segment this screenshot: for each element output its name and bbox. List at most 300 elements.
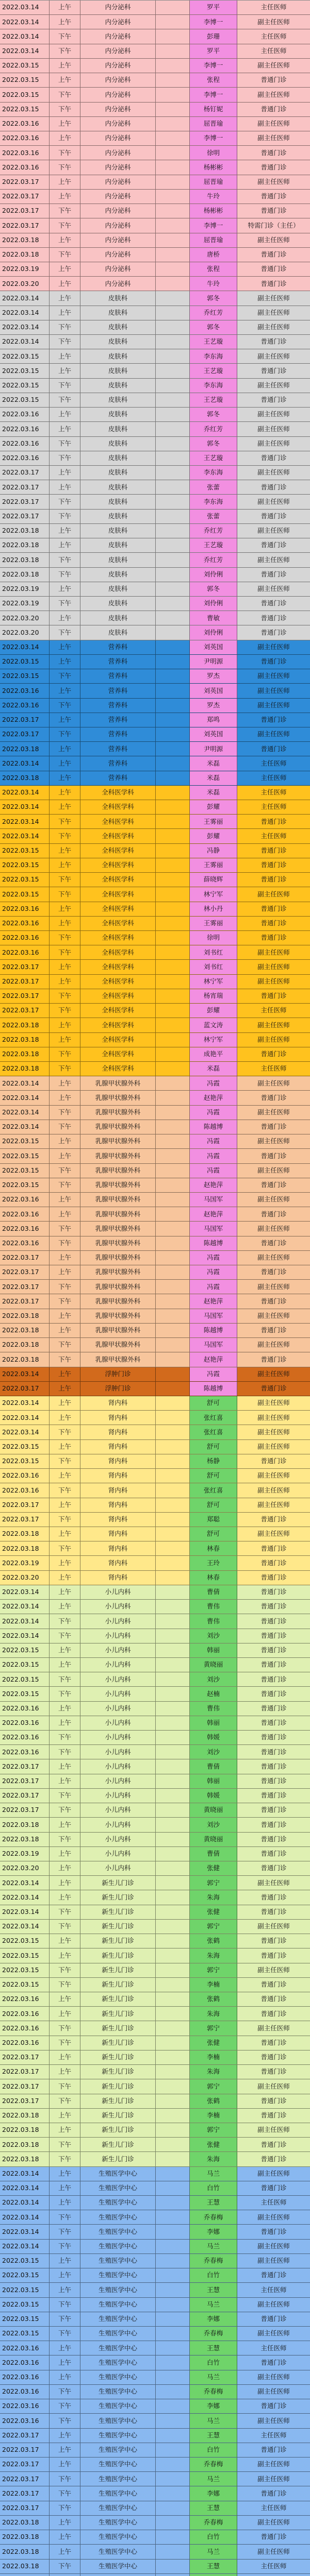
title-cell: 普通门诊 xyxy=(260,846,287,855)
department-cell: 内分泌科 xyxy=(80,117,156,131)
session-cell: 下午 xyxy=(50,1047,80,1061)
table-row xyxy=(0,684,310,698)
title-cell: 普通门诊 xyxy=(260,1573,287,1581)
department-cell: 新生儿门诊 xyxy=(80,1963,156,1977)
date-cell: 2022.03.14 xyxy=(0,1425,50,1439)
title-cell: 副主任医师 xyxy=(257,2169,290,2177)
date-cell: 2022.03.18 xyxy=(0,1338,50,1352)
table-row xyxy=(0,2254,310,2268)
date-cell: 2022.03.18 xyxy=(0,2560,50,2573)
title-cell: 普通门诊 xyxy=(260,483,287,491)
title-cell: 副主任医师 xyxy=(257,701,290,709)
department-cell: 营养科 xyxy=(80,684,156,698)
department-cell: 浮肿门诊 xyxy=(80,1382,156,1396)
title-cell: 副主任医师 xyxy=(257,308,290,316)
table-row xyxy=(0,1513,310,1527)
doctor-cell: 张程 xyxy=(190,262,237,276)
table-row xyxy=(0,1149,310,1163)
title-cell: 副主任医师 xyxy=(257,1079,290,1087)
blank-cell xyxy=(156,669,190,683)
session-cell: 上午 xyxy=(50,756,80,770)
session-cell: 下午 xyxy=(50,945,80,959)
title-cell: 普通门诊 xyxy=(260,2446,287,2454)
date-cell: 2022.03.15 xyxy=(0,1672,50,1686)
session-cell: 上午 xyxy=(50,2283,80,2297)
table-row xyxy=(0,1833,310,1847)
department-cell: 小儿内科 xyxy=(80,1629,156,1643)
title-cell: 普通门诊 xyxy=(260,105,287,113)
title-cell: 副主任医师 xyxy=(257,2416,290,2425)
table-row xyxy=(0,1236,310,1251)
blank-cell xyxy=(156,2501,190,2515)
department-cell: 新生儿门诊 xyxy=(80,2036,156,2050)
title-cell: 普通门诊 xyxy=(260,1864,287,1872)
date-cell: 2022.03.20 xyxy=(0,1861,50,1875)
title-cell: 普通门诊 xyxy=(260,1689,287,1698)
session-cell: 下午 xyxy=(50,146,80,160)
table-row xyxy=(0,975,310,989)
session-cell: 上午 xyxy=(50,1396,80,1410)
doctor-cell: 冯霞 xyxy=(190,1106,237,1120)
department-cell: 新生儿门诊 xyxy=(80,1978,156,1992)
department-cell: 内分泌科 xyxy=(80,1,156,14)
table-row xyxy=(0,2123,310,2138)
blank-cell xyxy=(156,1265,190,1279)
blank-cell xyxy=(156,160,190,174)
title-cell: 普通门诊 xyxy=(260,192,287,200)
doctor-cell: 马兰 xyxy=(190,2414,237,2428)
date-cell: 2022.03.17 xyxy=(0,2472,50,2486)
department-cell: 皮肤科 xyxy=(80,495,156,509)
department-cell: 新生儿门诊 xyxy=(80,1948,156,1962)
table-row xyxy=(0,1004,310,1018)
doctor-cell: 米磊 xyxy=(190,1062,237,1076)
title-cell: 副主任医师 xyxy=(257,730,290,738)
department-cell: 乳腺甲状腺外科 xyxy=(80,1338,156,1352)
session-cell: 上午 xyxy=(50,1643,80,1657)
department-cell: 小儿内科 xyxy=(80,1759,156,1773)
doctor-cell: 马兰 xyxy=(190,2240,237,2253)
date-cell: 2022.03.19 xyxy=(0,262,50,276)
doctor-cell: 李娜 xyxy=(190,2312,237,2326)
title-cell: 副主任医师 xyxy=(257,962,290,971)
doctor-cell: 张健 xyxy=(190,1861,237,1875)
session-cell: 上午 xyxy=(50,2458,80,2471)
date-cell: 2022.03.16 xyxy=(0,1469,50,1483)
department-cell: 营养科 xyxy=(80,756,156,770)
date-cell: 2022.03.18 xyxy=(0,2152,50,2166)
department-cell: 肾内科 xyxy=(80,1556,156,1570)
title-cell: 副主任医师 xyxy=(257,1282,290,1291)
department-cell: 生殖医学中心 xyxy=(80,2545,156,2558)
title-cell: 副主任医师 xyxy=(257,61,290,70)
session-cell: 下午 xyxy=(50,2079,80,2093)
blank-cell xyxy=(156,2094,190,2108)
table-row xyxy=(0,1178,310,1193)
department-cell: 皮肤科 xyxy=(80,466,156,480)
table-row xyxy=(0,669,310,684)
blank-cell xyxy=(156,1876,190,1890)
blank-cell xyxy=(156,190,190,204)
session-cell: 上午 xyxy=(50,917,80,930)
session-cell: 上午 xyxy=(50,1091,80,1105)
date-cell: 2022.03.17 xyxy=(0,713,50,727)
session-cell: 下午 xyxy=(50,437,80,451)
title-cell: 主任医师 xyxy=(260,773,287,782)
date-cell: 2022.03.15 xyxy=(0,1658,50,1672)
blank-cell xyxy=(156,1396,190,1410)
blank-cell xyxy=(156,917,190,930)
session-cell: 下午 xyxy=(50,218,80,232)
table-row xyxy=(0,1309,310,1324)
date-cell: 2022.03.15 xyxy=(0,1134,50,1148)
department-cell: 生殖医学中心 xyxy=(80,2355,156,2369)
blank-cell xyxy=(156,131,190,145)
blank-cell xyxy=(156,1411,190,1425)
title-cell: 副主任医师 xyxy=(257,977,290,986)
table-row xyxy=(0,538,310,553)
department-cell: 乳腺甲状腺外科 xyxy=(80,1352,156,1366)
doctor-cell: 冯霞 xyxy=(190,1265,237,1279)
session-cell: 下午 xyxy=(50,2036,80,2050)
date-cell: 2022.03.14 xyxy=(0,1120,50,1134)
session-cell: 下午 xyxy=(50,1454,80,1468)
title-cell: 副主任医师 xyxy=(257,410,290,418)
doctor-cell: 刘沙 xyxy=(190,1629,237,1643)
doctor-cell: 赵艳萍 xyxy=(190,1207,237,1221)
blank-cell xyxy=(156,306,190,320)
date-cell: 2022.03.17 xyxy=(0,989,50,1003)
title-cell: 普通门诊 xyxy=(260,2067,287,2076)
doctor-cell: 王雾丽 xyxy=(190,858,237,872)
table-row xyxy=(0,2486,310,2501)
date-cell: 2022.03.16 xyxy=(0,146,50,160)
session-cell: 上午 xyxy=(50,190,80,204)
table-row xyxy=(0,1498,310,1513)
blank-cell xyxy=(156,1382,190,1396)
title-cell: 普通门诊 xyxy=(260,279,287,287)
blank-cell xyxy=(156,320,190,334)
doctor-cell: 张健 xyxy=(190,2036,237,2050)
department-cell: 全科医学科 xyxy=(80,800,156,814)
title-cell: 普通门诊 xyxy=(260,2038,287,2046)
session-cell: 下午 xyxy=(50,379,80,393)
date-cell: 2022.03.17 xyxy=(0,975,50,989)
doctor-cell: 陈越博 xyxy=(190,1120,237,1134)
doctor-cell: 杨宵瑞 xyxy=(190,989,237,1003)
table-row xyxy=(0,1934,310,1948)
title-cell: 副主任医师 xyxy=(257,2126,290,2134)
title-cell: 普通门诊 xyxy=(260,2358,287,2366)
department-cell: 小儿内科 xyxy=(80,1658,156,1672)
title-cell: 普通门诊 xyxy=(260,599,287,607)
blank-cell xyxy=(156,611,190,625)
department-cell: 乳腺甲状腺外科 xyxy=(80,1309,156,1323)
blank-cell xyxy=(156,1643,190,1657)
doctor-cell: 米磊 xyxy=(190,756,237,770)
table-row xyxy=(0,466,310,480)
department-cell: 内分泌科 xyxy=(80,218,156,232)
session-cell: 上午 xyxy=(50,742,80,756)
session-cell: 下午 xyxy=(50,103,80,116)
date-cell: 2022.03.17 xyxy=(0,1803,50,1817)
title-cell: 普通门诊 xyxy=(260,1602,287,1611)
doctor-cell: 郭宁 xyxy=(190,2021,237,2035)
table-row xyxy=(0,553,310,567)
session-cell: 下午 xyxy=(50,88,80,101)
date-cell: 2022.03.17 xyxy=(0,2501,50,2515)
department-cell: 新生儿门诊 xyxy=(80,2123,156,2137)
table-row xyxy=(0,29,310,44)
date-cell: 2022.03.16 xyxy=(0,2007,50,2021)
doctor-cell: 郭冬 xyxy=(190,320,237,334)
doctor-cell: 尹明源 xyxy=(190,655,237,669)
table-row xyxy=(0,2268,310,2283)
department-cell: 肾内科 xyxy=(80,1411,156,1425)
blank-cell xyxy=(156,742,190,756)
session-cell: 上午 xyxy=(50,655,80,669)
department-cell: 乳腺甲状腺外科 xyxy=(80,1280,156,1294)
title-cell: 副主任医师 xyxy=(257,2518,290,2527)
blank-cell xyxy=(156,1193,190,1207)
department-cell: 肾内科 xyxy=(80,1440,156,1454)
session-cell: 下午 xyxy=(50,568,80,582)
session-cell: 下午 xyxy=(50,1294,80,1308)
title-cell: 普通门诊 xyxy=(260,1239,287,1247)
blank-cell xyxy=(156,524,190,538)
title-cell: 普通门诊 xyxy=(260,2111,287,2120)
date-cell: 2022.03.15 xyxy=(0,887,50,901)
doctor-cell: 王慧 xyxy=(190,2429,237,2443)
blank-cell xyxy=(156,2065,190,2079)
date-cell: 2022.03.14 xyxy=(0,1614,50,1628)
title-cell: 副主任医师 xyxy=(257,2213,290,2221)
doctor-cell: 尹明源 xyxy=(190,742,237,756)
department-cell: 生殖医学中心 xyxy=(80,2181,156,2195)
table-row xyxy=(0,480,310,495)
doctor-cell: 张鹤 xyxy=(190,1992,237,2006)
blank-cell xyxy=(156,408,190,421)
date-cell: 2022.03.20 xyxy=(0,625,50,639)
table-row xyxy=(0,2516,310,2530)
title-cell: 副主任医师 xyxy=(257,90,290,98)
title-cell: 主任医师 xyxy=(260,3,287,11)
blank-cell xyxy=(156,1280,190,1294)
session-cell: 上午 xyxy=(50,684,80,698)
doctor-cell: 冯霞 xyxy=(190,1134,237,1148)
doctor-cell: 冯霞 xyxy=(190,1076,237,1090)
session-cell: 下午 xyxy=(50,160,80,174)
doctor-cell: 朱海 xyxy=(190,2007,237,2021)
date-cell: 2022.03.18 xyxy=(0,2109,50,2123)
department-cell: 全科医学科 xyxy=(80,873,156,887)
doctor-cell: 马兰 xyxy=(190,2167,237,2181)
doctor-cell: 罗杰 xyxy=(190,669,237,683)
session-cell: 上午 xyxy=(50,2545,80,2558)
doctor-cell: 郭冬 xyxy=(190,408,237,421)
session-cell xyxy=(50,2574,80,2576)
table-row xyxy=(0,1076,310,1091)
blank-cell xyxy=(156,582,190,596)
blank-cell xyxy=(156,349,190,363)
table-row xyxy=(0,931,310,945)
title-cell: 普通门诊 xyxy=(260,512,287,520)
department-cell: 肾内科 xyxy=(80,1396,156,1410)
department-cell: 生殖医学中心 xyxy=(80,2429,156,2443)
department-cell: 全科医学科 xyxy=(80,1062,156,1076)
table-row xyxy=(0,699,310,713)
table-row xyxy=(0,1745,310,1759)
department-cell: 全科医学科 xyxy=(80,1004,156,1018)
table-row xyxy=(0,1396,310,1411)
doctor-cell: 徐明 xyxy=(190,931,237,945)
date-cell: 2022.03.17 xyxy=(0,1294,50,1308)
blank-cell xyxy=(156,1106,190,1120)
date-cell: 2022.03.17 xyxy=(0,1382,50,1396)
department-cell: 全科医学科 xyxy=(80,1033,156,1047)
title-cell: 副主任医师 xyxy=(257,642,290,651)
blank-cell xyxy=(156,786,190,800)
department-cell: 小儿内科 xyxy=(80,1600,156,1614)
department-cell: 营养科 xyxy=(80,713,156,727)
session-cell: 下午 xyxy=(50,1004,80,1018)
doctor-cell: 赵艳萍 xyxy=(190,1091,237,1105)
session-cell: 上午 xyxy=(50,1992,80,2006)
table-row xyxy=(0,2472,310,2486)
title-cell: 普通门诊 xyxy=(260,1515,287,1523)
blank-cell xyxy=(156,1425,190,1439)
department-cell: 肾内科 xyxy=(80,1454,156,1468)
date-cell: 2022.03.17 xyxy=(0,1280,50,1294)
date-cell: 2022.03.15 xyxy=(0,379,50,393)
department-cell: 肾内科 xyxy=(80,1513,156,1527)
title-cell: 副主任医师 xyxy=(257,2475,290,2483)
blank-cell xyxy=(156,1672,190,1686)
session-cell: 下午 xyxy=(50,2240,80,2253)
doctor-cell: 刘伶俐 xyxy=(190,625,237,639)
table-row xyxy=(0,1367,310,1382)
title-cell: 普通门诊 xyxy=(260,1893,287,1901)
title-cell: 副主任医师 xyxy=(257,323,290,331)
department-cell: 皮肤科 xyxy=(80,597,156,611)
date-cell: 2022.03.18 xyxy=(0,2138,50,2151)
table-row xyxy=(0,800,310,815)
blank-cell xyxy=(156,1469,190,1483)
session-cell: 下午 xyxy=(50,1614,80,1628)
doctor-cell: 舒可 xyxy=(190,1396,237,1410)
doctor-cell: 赵艳萍 xyxy=(190,1178,237,1192)
title-cell: 副主任医师 xyxy=(257,672,290,680)
session-cell: 下午 xyxy=(50,1222,80,1235)
date-cell: 2022.03.18 xyxy=(0,1309,50,1323)
date-cell: 2022.03.16 xyxy=(0,1702,50,1716)
doctor-cell: 朱海 xyxy=(190,2065,237,2079)
table-row xyxy=(0,1222,310,1236)
date-cell: 2022.03.14 xyxy=(0,1091,50,1105)
department-cell: 生殖医学中心 xyxy=(80,2312,156,2326)
doctor-cell: 王艺璇 xyxy=(190,335,237,349)
department-cell: 皮肤科 xyxy=(80,335,156,349)
doctor-cell: 彭耀 xyxy=(190,829,237,843)
blank-cell xyxy=(156,1556,190,1570)
title-cell: 副主任医师 xyxy=(257,1341,290,1349)
title-cell: 副主任医师 xyxy=(257,352,290,360)
doctor-cell: 乔春梅 xyxy=(190,2254,237,2268)
session-cell: 上午 xyxy=(50,640,80,654)
table-row xyxy=(0,1556,310,1570)
blank-cell xyxy=(156,1571,190,1585)
blank-cell xyxy=(156,2181,190,2195)
department-cell: 新生儿门诊 xyxy=(80,1890,156,1904)
date-cell: 2022.03.18 xyxy=(0,1818,50,1832)
session-cell: 上午 xyxy=(50,2196,80,2210)
date-cell: 2022.03.14 xyxy=(0,1585,50,1599)
blank-cell xyxy=(156,829,190,843)
date-cell: 2022.03.14 xyxy=(0,1411,50,1425)
blank-cell xyxy=(156,2545,190,2558)
title-cell: 主任医师 xyxy=(260,759,287,767)
blank-cell xyxy=(156,291,190,305)
table-row xyxy=(0,2065,310,2079)
session-cell: 下午 xyxy=(50,1687,80,1701)
table-row xyxy=(0,2283,310,2297)
date-cell: 2022.03.18 xyxy=(0,771,50,785)
doctor-cell: 张蕾 xyxy=(190,480,237,494)
title-cell: 普通门诊 xyxy=(260,934,287,942)
session-cell: 上午 xyxy=(50,1774,80,1788)
department-cell: 内分泌科 xyxy=(80,59,156,73)
title-cell: 普通门诊 xyxy=(260,1181,287,1189)
blank-cell xyxy=(156,1963,190,1977)
title-cell: 普通门诊 xyxy=(260,265,287,273)
blank-cell xyxy=(156,1978,190,1992)
department-cell: 营养科 xyxy=(80,699,156,713)
doctor-cell: 白竹 xyxy=(190,2268,237,2282)
date-cell: 2022.03.18 xyxy=(0,233,50,247)
date-cell: 2022.03.16 xyxy=(0,1483,50,1497)
date-cell: 2022.03.15 xyxy=(0,393,50,407)
session-cell: 下午 xyxy=(50,1483,80,1497)
date-cell: 2022.03.17 xyxy=(0,510,50,523)
department-cell: 内分泌科 xyxy=(80,175,156,189)
session-cell: 上午 xyxy=(50,59,80,73)
title-cell: 副主任医师 xyxy=(257,1878,290,1887)
session-cell: 下午 xyxy=(50,2094,80,2108)
blank-cell xyxy=(156,2399,190,2413)
doctor-cell: 曹伟 xyxy=(190,1614,237,1628)
doctor-cell: 李娜 xyxy=(190,2486,237,2500)
session-cell: 上午 xyxy=(50,1076,80,1090)
doctor-cell: 张健 xyxy=(190,1905,237,1919)
blank-cell xyxy=(156,1600,190,1614)
department-cell: 小儿内科 xyxy=(80,1716,156,1730)
doctor-cell: 乔春梅 xyxy=(190,2458,237,2471)
blank-cell xyxy=(156,2486,190,2500)
session-cell: 上午 xyxy=(50,2123,80,2137)
doctor-cell: 马国军 xyxy=(190,1193,237,1207)
doctor-cell: 舒可 xyxy=(190,1440,237,1454)
date-cell: 2022.03.18 xyxy=(0,248,50,262)
doctor-cell: 王艺璇 xyxy=(190,393,237,407)
date-cell: 2022.03.15 xyxy=(0,59,50,73)
title-cell: 副主任医师 xyxy=(257,468,290,477)
table-row xyxy=(0,945,310,960)
department-cell: 新生儿门诊 xyxy=(80,2021,156,2035)
session-cell: 下午 xyxy=(50,1338,80,1352)
table-row xyxy=(0,917,310,931)
session-cell: 上午 xyxy=(50,1193,80,1207)
session-cell: 下午 xyxy=(50,2486,80,2500)
